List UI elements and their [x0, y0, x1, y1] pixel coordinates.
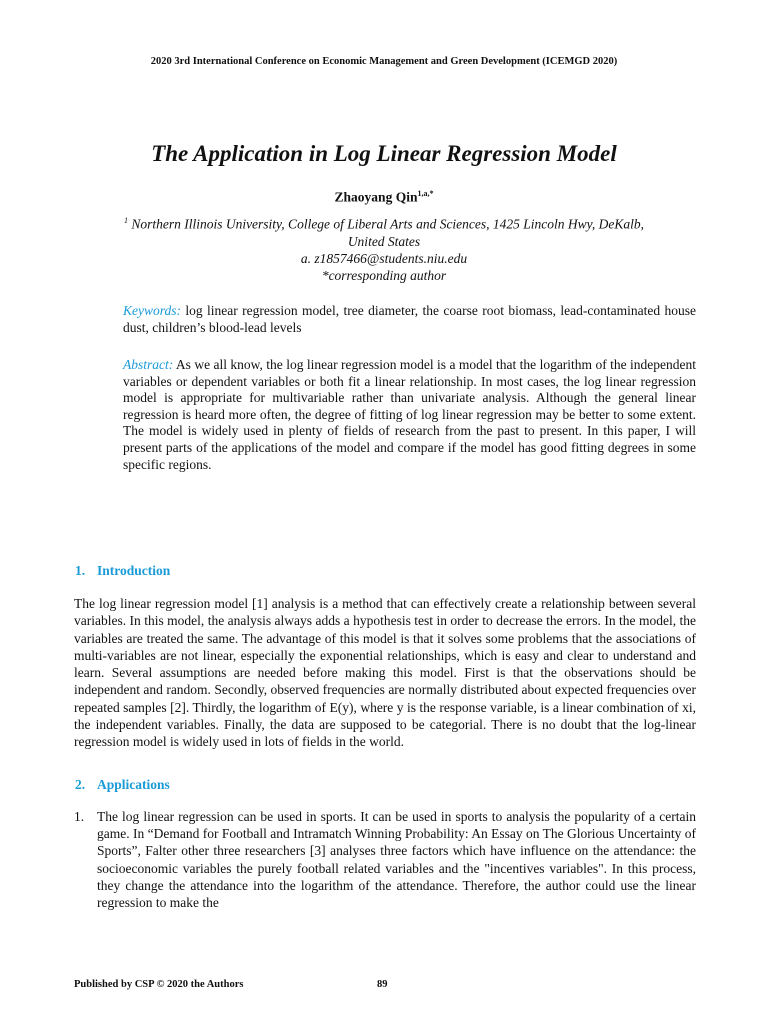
section-title: Applications [97, 777, 170, 792]
abstract-text: As we all know, the log linear regression model is a model that the logarithm of the independent variables or dependent variables or both fit a linear relationship. In most cases, the log linear regression model is appropriate for multivariable rather than univariate analysis. Although the general linear regression is heard more often, the degree of fitting of log linear regression may be better to some extent. The model is widely used in plenty of fields of research from the past to present. In this paper, I will present parts of the applications of the model and compare if the model has good fitting degrees in some specific regions. [123, 357, 696, 472]
author-email: a. z1857466@students.niu.edu [300, 250, 468, 266]
paper-title: The Application in Log Linear Regression Model [151, 141, 617, 166]
section-title: Introduction [97, 563, 171, 578]
affiliation-superscript: 1 [123, 216, 128, 225]
corresponding-note: *corresponding author [321, 267, 447, 283]
list-item-text: The log linear regression can be used in sports. It can be used in sports to analysis the popularity of a certain game. In “Demand for Football and Intramatch Winning Probability: An Essay on The Glorious Uncertainty of Sports”, Falter other three researchers [3] analyses three factors which have influence on the attendance: the socioeconomic variables the purely football related variables and the "incentives variables". In this process, they change the attendance into the logarithm of the attendance. Therefore, the author could use the linear regression to make the [97, 809, 696, 911]
affiliation-line-2: United States [347, 233, 421, 249]
section-number: 1. [75, 563, 86, 578]
affiliation-block [80, 212, 688, 284]
abstract-label: Abstract: [123, 357, 174, 372]
affiliation-text: Northern Illinois University, College of Liberal Arts and Sciences, 1425 Lincoln Hwy, DeKalb, [127, 216, 645, 232]
page-number: 89 [377, 979, 388, 990]
author-name: Zhaoyang Qin [334, 189, 418, 205]
section-heading-applications [75, 777, 170, 793]
list-item [74, 808, 696, 911]
abstract-block [123, 357, 696, 473]
list-item-number: 1. [74, 809, 85, 824]
affiliation-line-1 [80, 212, 688, 233]
author-line [0, 189, 768, 206]
section-heading-introduction [75, 563, 170, 579]
conference-header: 2020 3rd International Conference on Economic Management and Green Development (ICEMGD 2020) [150, 56, 618, 67]
keywords-text: log linear regression model, tree diameter, the coarse root biomass, lead-contaminated house dust, children’s blood-lead levels [123, 303, 696, 335]
keywords-label: Keywords: [123, 303, 181, 318]
author-superscript: 1,a,* [417, 189, 434, 198]
keywords-block [123, 303, 696, 336]
introduction-paragraph: The log linear regression model [1] analysis is a method that can effectively create a relationship between several variables. In this model, the analysis always adds a hypothesis test in order to decrease the errors. In the model, the variables are treated the same. The advantage of this model is that it solves some problems that the associations of multi-variables are not linear, especially the exponential relationships, which is easy and clear to understand and learn. Several assumptions are needed before making this model. First is that the observations should be independent and random. Secondly, observed frequencies are normally distributed about expected frequencies over repeated samples [2]. Thirdly, the logarithm of E(y), where y is the response variable, is a linear combination of xi, the independent variables. Finally, the data are supposed to be categorial. There is no doubt that the log-linear regression model is widely used in lots of fields in the world. [74, 596, 696, 750]
footer-publisher: Published by CSP © 2020 the Authors [74, 979, 244, 990]
section-number: 2. [75, 777, 86, 792]
